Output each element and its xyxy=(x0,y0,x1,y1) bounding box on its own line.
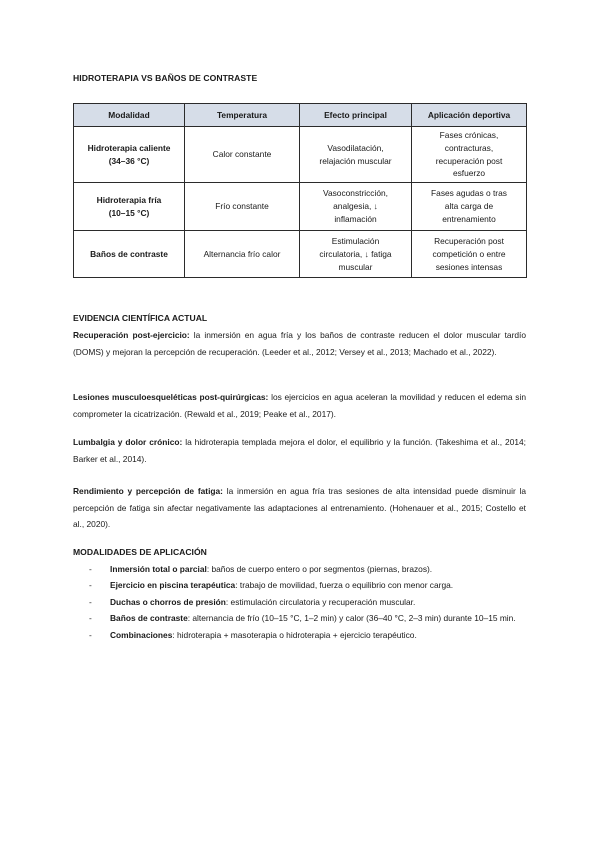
bullet-dash: - xyxy=(89,564,92,574)
aplicacion-line: alta carga de xyxy=(444,201,494,212)
modalidad-name: Hidroterapia caliente xyxy=(87,142,171,153)
efecto-line: Vasodilatación, xyxy=(327,142,384,153)
evidence-text: los ejercicios en agua aceleran la movilidad y reducen el edema sin comprometer la cicatrización. (Rewald et al., 2019; Peake et al., 2017). xyxy=(73,392,526,419)
evidence-paragraph xyxy=(73,327,526,360)
modality-label: Inmersión total o parcial xyxy=(110,564,207,574)
table-header-cell: Aplicación deportiva xyxy=(412,104,527,127)
bullet-dash: - xyxy=(89,596,92,607)
list-item xyxy=(73,610,526,626)
table-header-cell: Temperatura xyxy=(185,104,300,127)
evidence-heading: EVIDENCIA CIENTÍFICA ACTUAL xyxy=(73,313,208,323)
efecto-line: relajación muscular xyxy=(319,155,392,166)
efecto-line: Vasoconstricción, xyxy=(322,188,388,199)
temperatura-cell: Alternancia frío calor xyxy=(185,231,300,278)
aplicacion-cell xyxy=(412,183,527,231)
modality-text: : estimulación circulatoria y recuperación muscular. xyxy=(225,596,416,607)
table-header-cell: Efecto principal xyxy=(300,104,412,127)
modalidad-cell xyxy=(74,183,185,231)
modality-text: : trabajo de movilidad, fuerza o equilibrio con menor carga. xyxy=(235,580,454,591)
efecto-line: inflamación xyxy=(334,214,377,225)
modality-text: : baños de cuerpo entero o por segmentos (piernas, brazos). xyxy=(206,564,433,574)
aplicacion-line: sesiones intensas xyxy=(435,261,503,272)
aplicacion-line: competición o entre xyxy=(432,248,506,259)
table-header-row xyxy=(74,104,527,127)
modalities-heading: MODALIDADES DE APLICACIÓN xyxy=(73,547,207,557)
aplicacion-line: Recuperación post xyxy=(434,235,504,246)
temperatura-cell: Calor constante xyxy=(185,127,300,183)
temperatura-cell: Frío constante xyxy=(185,183,300,231)
table-header-cell: Modalidad xyxy=(74,104,185,127)
table-row xyxy=(74,127,527,183)
bullet-dash: - xyxy=(89,629,92,640)
evidence-label: Rendimiento y percepción de fatiga: xyxy=(73,486,223,496)
evidence-label: Recuperación post-ejercicio: xyxy=(73,330,190,340)
table-row xyxy=(74,231,527,278)
modality-label: Ejercicio en piscina terapéutica xyxy=(110,580,236,591)
modalidad-temp: (34–36 °C) xyxy=(108,155,150,166)
aplicacion-line: Fases agudas o tras xyxy=(431,188,507,199)
evidence-paragraph xyxy=(73,389,526,422)
aplicacion-cell xyxy=(412,127,527,183)
aplicacion-line: entrenamiento xyxy=(442,214,496,225)
page-title: HIDROTERAPIA VS BAÑOS DE CONTRASTE xyxy=(73,73,258,83)
aplicacion-cell xyxy=(412,231,527,278)
evidence-text: la hidroterapia templada mejora el dolor, el equilibrio y la función. (Takeshima et al., 2014; Barker et al., 2014). xyxy=(73,437,526,464)
efecto-line: muscular xyxy=(338,261,373,272)
modalidad-cell xyxy=(74,127,185,183)
modality-label: Duchas o chorros de presión xyxy=(110,596,226,607)
list-item xyxy=(73,561,526,577)
efecto-line: circulatoria, ↓ fatiga xyxy=(319,248,392,259)
evidence-label: Lesiones musculoesqueléticas post-quirúrgicas: xyxy=(73,392,269,402)
bullet-dash: - xyxy=(89,613,92,624)
modality-text: : hidroterapia + masoterapia o hidroterapia + ejercicio terapéutico. xyxy=(172,629,417,640)
efecto-line: analgesia, ↓ xyxy=(333,201,378,212)
evidence-text: la inmersión en agua fría tras sesiones de alta intensidad puede disminuir la percepción de fatiga sin afectar negativamente las adaptaciones al entrenamiento. (Hohenauer et al., 2015; Costello et al., 2020). xyxy=(73,486,527,529)
aplicacion-line: recuperación post xyxy=(435,155,503,166)
modality-label: Baños de contraste xyxy=(110,613,188,624)
aplicacion-line: contracturas, xyxy=(444,142,494,153)
evidence-paragraph xyxy=(73,483,526,533)
evidence-text: la inmersión en agua fría y los baños de contraste reducen el dolor muscular tardío (DOMS) y mejoran la percepción de recuperación. (Leeder et al., 2012; Versey et al., 2013; Machado et al., 2022). xyxy=(73,330,527,357)
evidence-label: Lumbalgia y dolor crónico: xyxy=(73,437,183,447)
modalities-table xyxy=(73,103,527,278)
evidence-paragraph xyxy=(73,434,526,467)
efecto-cell xyxy=(300,127,412,183)
modality-text: : alternancia de frío (10–15 °C, 1–2 min) y calor (36–40 °C, 2–3 min) durante 10–15 min. xyxy=(187,613,516,624)
modalities-list xyxy=(73,561,526,643)
modalidad-temp: (10–15 °C) xyxy=(108,207,150,218)
modalidad-name: Hidroterapia fría xyxy=(96,194,162,205)
bullet-dash: - xyxy=(89,580,92,591)
aplicacion-line: Fases crónicas, xyxy=(439,130,499,140)
modalidad-cell xyxy=(74,231,185,278)
table-row xyxy=(74,183,527,231)
efecto-line: Estimulación xyxy=(331,235,380,246)
list-item xyxy=(73,627,526,643)
aplicacion-line: esfuerzo xyxy=(452,168,486,179)
efecto-cell xyxy=(300,183,412,231)
modality-label: Combinaciones xyxy=(110,629,173,640)
efecto-cell xyxy=(300,231,412,278)
list-item xyxy=(73,577,526,593)
modalidad-name: Baños de contraste xyxy=(90,248,168,259)
list-item xyxy=(73,594,526,610)
